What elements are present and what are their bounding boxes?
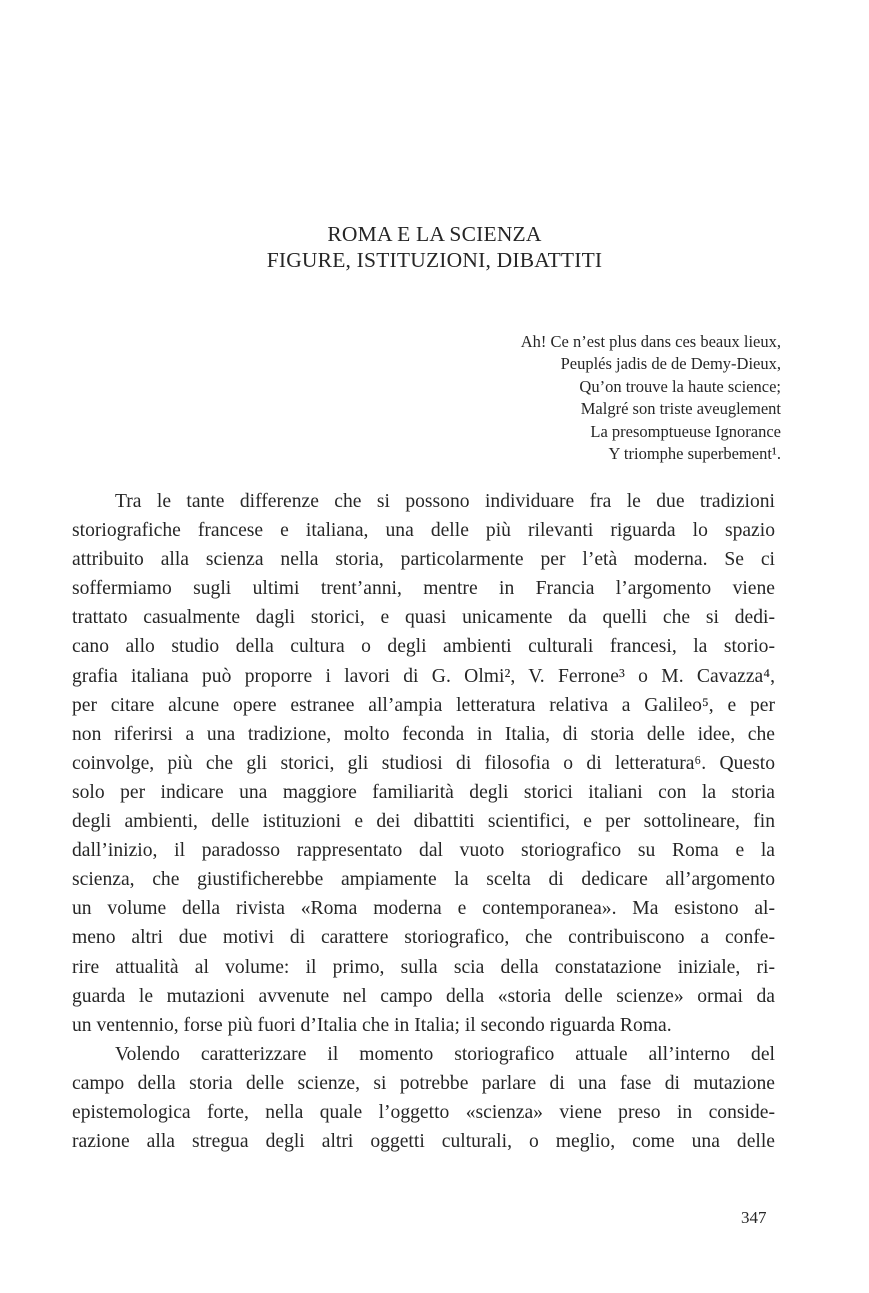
paragraph-1-line: soffermiamo sugli ultimi trent’anni, mentre in Francia l’argomento viene	[72, 578, 775, 600]
epigraph-line: Y triomphe superbement¹.	[608, 444, 781, 464]
paragraph-1-line: rire attualità al volume: il primo, sulla scia della constatazione iniziale, ri-	[72, 956, 775, 978]
paragraph-1-line: un ventennio, forse più fuori d’Italia che in Italia; il secondo riguarda Roma.	[72, 1014, 672, 1036]
paragraph-2-line: Volendo caratterizzare il momento storiografico attuale all’interno del	[115, 1043, 775, 1065]
epigraph-line: Peuplés jadis de de Demy-Dieux,	[560, 354, 781, 374]
paragraph-1-line: grafia italiana può proporre i lavori di G. Olmi², V. Ferrone³ o M. Cavazza⁴,	[72, 665, 775, 687]
paragraph-1-line: coinvolge, più che gli storici, gli studiosi di filosofia o di letteratura⁶. Questo	[72, 752, 775, 774]
paragraph-1-line: solo per indicare una maggiore familiarità degli storici italiani con la storia	[72, 781, 775, 803]
epigraph	[521, 331, 781, 465]
paragraph-1-line: trattato casualmente dagli storici, e quasi unicamente da quelli che si dedi-	[72, 607, 775, 629]
paragraph-1-line: scienza, che giustificherebbe ampiamente la scelta di dedicare all’argomento	[72, 869, 775, 891]
paragraph-2-line: razione alla stregua degli altri oggetti culturali, o meglio, come una delle	[72, 1131, 775, 1153]
paragraph-2-line: campo della storia delle scienze, si potrebbe parlare di una fase di mutazione	[72, 1072, 775, 1094]
chapter-subtitle-line-2: FIGURE, ISTITUZIONI, DIBATTITI	[266, 248, 603, 272]
paragraph-1-line: guarda le mutazioni avvenute nel campo della «storia delle scienze» ormai da	[72, 985, 775, 1007]
chapter-title-line-1: ROMA E LA SCIENZA	[327, 222, 542, 246]
paragraph-1-line: Tra le tante differenze che si possono individuare fra le due tradizioni	[115, 491, 775, 512]
epigraph-line: La presomptueuse Ignorance	[590, 421, 781, 441]
epigraph-line: Qu’on trouve la haute science;	[579, 376, 781, 396]
paragraph-1-line: per citare alcune opere estranee all’ampia letteratura relativa a Galileo⁵, e per	[72, 694, 775, 716]
epigraph-line: Malgré son triste aveuglement	[580, 399, 781, 419]
page-number: 347	[741, 1208, 767, 1227]
paragraph-1-line: dall’inizio, il paradosso rappresentato dal vuoto storiografico su Roma e la	[72, 840, 775, 862]
paragraph-1-line: un volume della rivista «Roma moderna e contemporanea». Ma esistono al-	[72, 898, 775, 920]
paragraph-2-line: epistemologica forte, nella quale l’oggetto «scienza» viene preso in conside-	[72, 1101, 775, 1123]
paragraph-1-line: degli ambienti, delle istituzioni e dei dibattiti scientifici, e per sottolineare, fin	[72, 811, 775, 833]
paragraph-1-line: non riferirsi a una tradizione, molto feconda in Italia, di storia delle idee, che	[72, 723, 775, 745]
paragraph-1-line: attribuito alla scienza nella storia, particolarmente per l’età moderna. Se ci	[72, 549, 775, 571]
paragraph-1-line: cano allo studio della cultura o degli ambienti culturali francesi, la storio-	[72, 636, 775, 658]
epigraph-line: Ah! Ce n’est plus dans ces beaux lieux,	[520, 332, 781, 351]
paragraph-1-line: storiografiche francese e italiana, una delle più rilevanti riguarda lo spazio	[72, 520, 775, 542]
body-text	[72, 487, 775, 1156]
paragraph-1-line: meno altri due motivi di carattere storiografico, che contribuiscono a confe-	[72, 927, 775, 949]
